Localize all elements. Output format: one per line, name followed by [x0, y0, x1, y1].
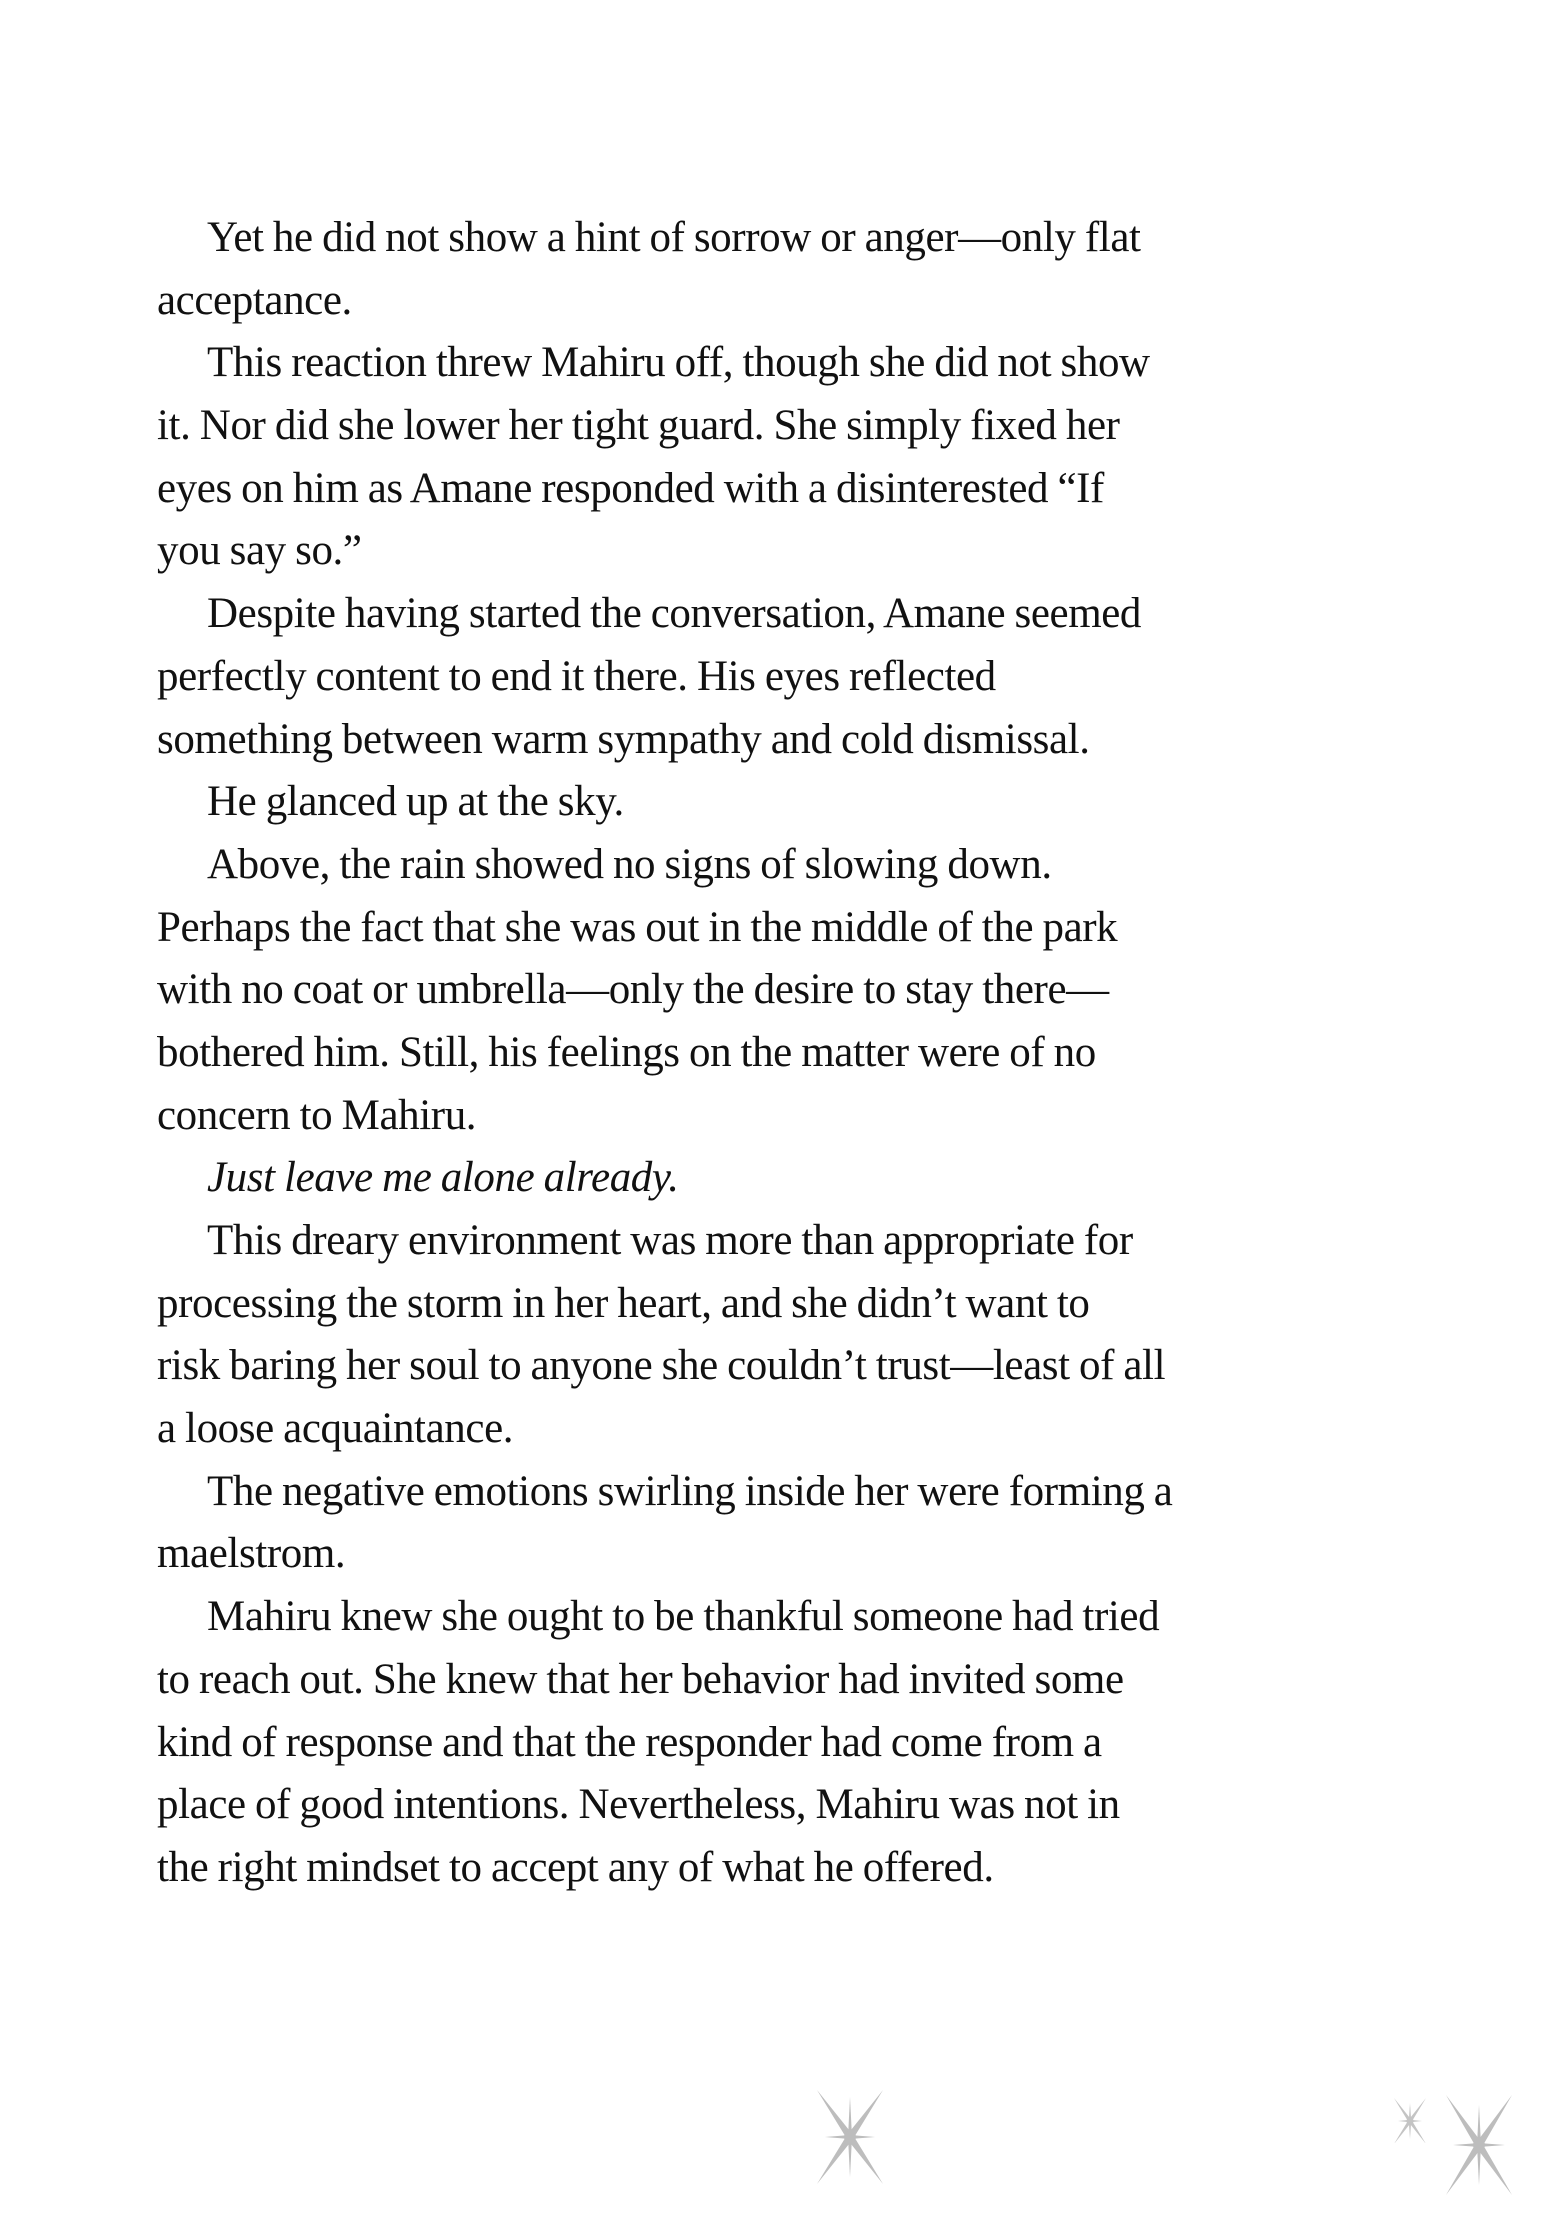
text-line: something between warm sympathy and cold dismissal.: [157, 715, 1090, 763]
text-line: maelstrom.: [157, 1530, 346, 1578]
text-line: Despite having started the conversation, Amane seemed: [207, 590, 1142, 638]
paragraph: [157, 1147, 1417, 1210]
text-line: the right mindset to accept any of what he offered.: [157, 1843, 994, 1891]
text-line: you say so.”: [157, 527, 362, 575]
text-line: eyes on him as Amane responded with a disinterested “If: [157, 464, 1104, 512]
paragraph: [157, 583, 1417, 771]
page-text: [157, 207, 1417, 1900]
paragraph: [157, 332, 1417, 583]
text-line: it. Nor did she lower her tight guard. She simply fixed her: [157, 402, 1120, 450]
text-line: processing the storm in her heart, and she didn’t want to: [157, 1279, 1090, 1327]
paragraph: [157, 207, 1417, 332]
text-line: acceptance.: [157, 276, 352, 324]
text-line: The negative emotions swirling inside her were forming a: [207, 1467, 1173, 1515]
text-line: perfectly content to end it there. His eyes reflected: [157, 652, 996, 700]
text-line: a loose acquaintance.: [157, 1405, 514, 1453]
text-line: place of good intentions. Nevertheless, Mahiru was not in: [157, 1781, 1120, 1829]
text-line: Just leave me alone already.: [207, 1154, 679, 1202]
paragraph: [157, 1461, 1417, 1586]
text-line: This reaction threw Mahiru off, though she did not show: [207, 339, 1150, 387]
text-line: Mahiru knew she ought to be thankful someone had tried: [207, 1593, 1160, 1641]
text-line: concern to Mahiru.: [157, 1091, 477, 1139]
text-line: bothered him. Still, his feelings on the matter were of no: [157, 1028, 1096, 1076]
text-line: risk baring her soul to anyone she couldn’t trust—least of all: [157, 1342, 1166, 1390]
text-line: kind of response and that the responder had come from a: [157, 1718, 1102, 1766]
paragraph: [157, 1210, 1417, 1461]
text-line: This dreary environment was more than appropriate for: [207, 1217, 1133, 1264]
text-line: Yet he did not show a hint of sorrow or anger—only flat: [207, 214, 1141, 261]
text-line: to reach out. She knew that her behavior had invited some: [157, 1655, 1124, 1703]
text-line: He glanced up at the sky.: [207, 778, 624, 826]
sparkle-icon: [1434, 2095, 1524, 2195]
paragraph: [157, 834, 1417, 1147]
text-line: Above, the rain showed no signs of slowing down.: [207, 840, 1052, 888]
sparkle-icon: [1390, 2098, 1430, 2143]
sparkle-icon: [805, 2090, 895, 2185]
text-line: with no coat or umbrella—only the desire to stay there—: [157, 966, 1109, 1014]
paragraph: [157, 1586, 1417, 1899]
paragraph: [157, 771, 1417, 834]
text-line: Perhaps the fact that she was out in the middle of the park: [157, 903, 1118, 951]
